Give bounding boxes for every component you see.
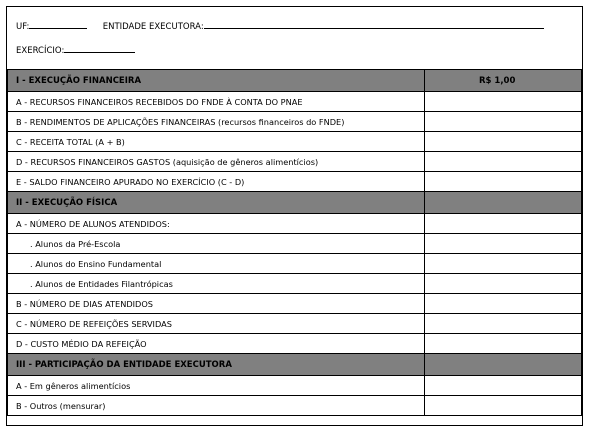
value-cell[interactable]: [425, 376, 582, 396]
section-title: I - EXECUÇÃO FINANCEIRA: [8, 70, 425, 92]
table-row: [8, 152, 582, 172]
table-row: [8, 334, 582, 354]
value-cell[interactable]: [425, 294, 582, 314]
value-cell[interactable]: [425, 152, 582, 172]
row-label: A - Em gêneros alimentícios: [8, 376, 425, 396]
value-cell[interactable]: [425, 112, 582, 132]
section-title: III - PARTICIPAÇÃO DA ENTIDADE EXECUTORA: [8, 354, 425, 376]
table-row: [8, 396, 582, 416]
row-label: E - SALDO FINANCEIRO APURADO NO EXERCÍCIO (C - D): [8, 172, 425, 192]
header-line-2: [16, 43, 135, 56]
row-label: D - CUSTO MÉDIO DA REFEIÇÃO: [8, 334, 425, 354]
value-cell[interactable]: [425, 254, 582, 274]
report-form: [6, 6, 583, 426]
row-label: B - Outros (mensurar): [8, 396, 425, 416]
report-table: [7, 69, 582, 416]
value-cell[interactable]: [425, 172, 582, 192]
value-cell[interactable]: [425, 314, 582, 334]
table-row: [8, 172, 582, 192]
form-header: [7, 7, 582, 69]
table-row: [8, 254, 582, 274]
section-title: II - EXECUÇÃO FÍSICA: [8, 192, 425, 214]
table-row: [8, 294, 582, 314]
section-header-execucao-fisica: [8, 192, 582, 214]
section-header-participacao: [8, 354, 582, 376]
entidade-label: ENTIDADE EXECUTORA:: [102, 22, 204, 32]
table-row: [8, 214, 582, 234]
row-label: C - RECEITA TOTAL (A + B): [8, 132, 425, 152]
row-label: D - RECURSOS FINANCEIROS GASTOS (aquisição de gêneros alimentícios): [8, 152, 425, 172]
row-label: . Alunos do Ensino Fundamental: [8, 254, 425, 274]
value-cell[interactable]: [425, 274, 582, 294]
value-cell[interactable]: [425, 396, 582, 416]
table-row: [8, 112, 582, 132]
row-label: . Alunos da Pré-Escola: [8, 234, 425, 254]
table-row: [8, 234, 582, 254]
table-row: [8, 274, 582, 294]
table-row: [8, 314, 582, 334]
table-row: [8, 132, 582, 152]
row-label: C - NÚMERO DE REFEIÇÕES SERVIDAS: [8, 314, 425, 334]
value-cell[interactable]: [425, 92, 582, 112]
row-label: B - NÚMERO DE DIAS ATENDIDOS: [8, 294, 425, 314]
currency-label: R$ 1,00: [425, 70, 582, 92]
section-header-blank: [425, 192, 582, 214]
table-row: [8, 376, 582, 396]
header-line-1: [16, 19, 544, 32]
exercicio-field[interactable]: [64, 43, 135, 53]
exercicio-label: EXERCÍCIO:: [16, 46, 65, 56]
uf-label: UF:: [16, 22, 30, 32]
row-label: A - NÚMERO DE ALUNOS ATENDIDOS:: [8, 214, 425, 234]
value-cell[interactable]: [425, 214, 582, 234]
value-cell[interactable]: [425, 132, 582, 152]
table-row: [8, 92, 582, 112]
section-header-blank: [425, 354, 582, 376]
section-header-execucao-financeira: [8, 70, 582, 92]
entidade-field[interactable]: [204, 19, 544, 29]
uf-field[interactable]: [29, 19, 87, 29]
row-label: A - RECURSOS FINANCEIROS RECEBIDOS DO FNDE À CONTA DO PNAE: [8, 92, 425, 112]
row-label: B - RENDIMENTOS DE APLICAÇÕES FINANCEIRAS (recursos financeiros do FNDE): [8, 112, 425, 132]
value-cell[interactable]: [425, 334, 582, 354]
row-label: . Alunos de Entidades Filantrópicas: [8, 274, 425, 294]
value-cell[interactable]: [425, 234, 582, 254]
